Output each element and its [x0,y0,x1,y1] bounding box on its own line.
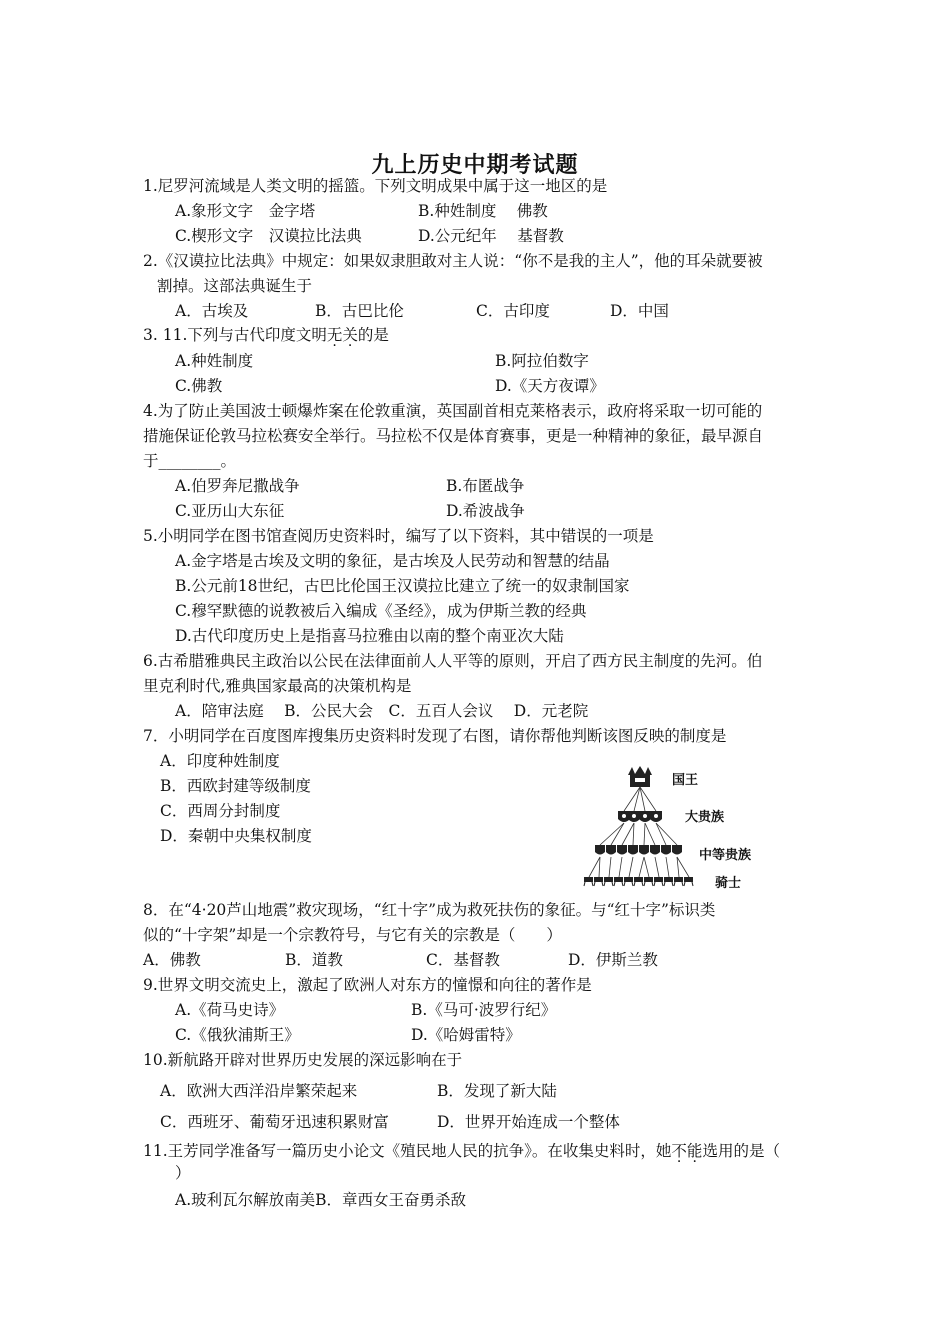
question-10-option-b: B．发现了新大陆 [437,1082,557,1100]
label-middle-nobles: 中等贵族 [699,848,752,863]
knight-legs [584,882,693,886]
question-1-option-c: C.楔形文字 汉谟拉比法典 [175,227,362,245]
question-6-options: A．陪审法庭 B．公民大会 C．五百人会议 D．元老院 [175,702,589,720]
question-10-stem: 10.新航路开辟对世界历史发展的深远影响在于 [143,1051,463,1069]
question-2-stem-line2: 割掉。这部法典诞生于 [157,277,313,295]
question-7-option-d: D．秦朝中央集权制度 [160,827,312,845]
question-9-stem: 9.世界文明交流史上，激起了欧洲人对东方的憧憬和向往的著作是 [143,976,592,994]
knight-figures [584,877,693,882]
question-1-option-a: A.象形文字 金字塔 [175,202,316,220]
question-2-option-b: B．古巴比伦 [315,302,404,320]
question-5-option-b: B.公元前18世纪，古巴比伦国王汉谟拉比建立了统一的奴隶制国家 [175,577,630,595]
question-4-stem-line2: 措施保证伦敦马拉松赛安全举行。马拉松不仅是体育赛事，更是一种精神的象征，最早源自 [143,427,764,445]
question-8-option-b: B．道教 [285,951,343,969]
question-1-option-b: B.种姓制度 佛教 [418,202,548,220]
question-9-option-c: C.《俄狄浦斯王》 [175,1026,300,1044]
question-7-option-c: C．西周分封制度 [160,802,281,820]
question-2-option-d: D．中国 [610,302,669,320]
question-10-option-d: D．世界开始连成一个整体 [437,1113,620,1131]
question-4-stem-line3: 于________。 [143,452,237,470]
question-3-option-c: C.佛教 [175,377,223,395]
question-3-stem-post: 的是 [357,326,389,344]
emphasis-char: 关 [342,326,358,344]
label-knights: 骑士 [715,876,742,891]
question-11-stem-line2: ） [175,1164,191,1182]
emphasis-char: 能 [686,1142,703,1160]
question-3-option-d: D.《天方夜谭》 [495,377,605,395]
question-7-option-b: B．西欧封建等级制度 [160,777,311,795]
question-6-stem-line2: 里克利时代,雅典国家最高的决策机构是 [143,677,412,695]
question-7-stem: 7．小明同学在百度图库搜集历史资料时发现了右图，请你帮他判断该图反映的制度是 [143,727,727,745]
question-5-stem: 5.小明同学在图书馆查阅历史资料时，编写了以下资料，其中错误的一项是 [143,527,654,545]
question-6-stem-line1: 6.古希腊雅典民主政治以公民在法律面前人人平等的原则，开启了西方民主制度的先河。伯 [143,652,763,670]
question-8-option-a: A．佛教 [143,951,201,969]
connector-lines [589,787,689,877]
question-11-options-ab: A.玻利瓦尔解放南美B．章西女王奋勇杀敌 [175,1191,467,1209]
label-great-nobles: 大贵族 [685,810,725,825]
question-5-option-c: C.穆罕默德的说教被后入编成《圣经》，成为伊斯兰教的经典 [175,602,587,620]
question-9-option-b: B.《马可·波罗行纪》 [411,1001,557,1019]
question-4-option-c: C.亚历山大东征 [175,502,285,520]
question-2-option-a: A．古埃及 [175,302,249,320]
feudal-pyramid-diagram [575,765,775,893]
question-11-stem-pre: 11.王芳同学准备写一篇历史小论文《殖民地人民的抗争》。在收集史料时，她 [143,1142,672,1160]
emphasis-char: 不 [671,1142,687,1160]
question-10-option-a: A．欧洲大西洋沿岸繁荣起来 [160,1082,358,1100]
question-1-option-d: D.公元纪年 基督教 [418,227,564,245]
question-3-stem [143,325,389,345]
question-3-stem-pre: 3. 11.下列与古代印度文明 [143,326,327,344]
question-3-option-a: A.种姓制度 [175,352,254,370]
question-4-option-d: D.希波战争 [446,502,525,520]
middle-noble-shields [595,845,682,855]
question-4-stem-line1: 4.为了防止美国波士顿爆炸案在伦敦重演，英国副首相克莱格表示，政府将采取一切可能的 [143,402,763,420]
question-1-stem: 1.尼罗河流域是人类文明的摇篮。下列文明成果中属于这一地区的是 [143,177,608,195]
question-5-option-a: A.金字塔是古埃及文明的象征，是古埃及人民劳动和智慧的结晶 [175,552,610,570]
question-10-option-c: C．西班牙、葡萄牙迅速积累财富 [160,1113,389,1131]
question-11-stem-post: 选用的是（ [702,1142,780,1160]
emphasis-char: 无 [326,326,343,344]
question-8-option-c: C．基督教 [426,951,500,969]
question-2-option-c: C．古印度 [476,302,550,320]
question-2-stem-line1: 2.《汉谟拉比法典》中规定：如果奴隶胆敢对主人说：“你不是我的主人”，他的耳朵就要被 [143,252,763,270]
question-11-stem [143,1141,780,1161]
question-8-stem-line1: 8．在“4·20芦山地震”救灾现场，“红十字”成为救死扶伤的象征。与“红十字”标识类 [143,901,716,919]
question-9-option-d: D.《哈姆雷特》 [411,1026,521,1044]
king-crown-icon [628,766,652,787]
question-4-option-b: B.布匿战争 [446,477,525,495]
question-8-stem-line2: 似的“十字架”却是一个宗教符号，与它有关的宗教是（ ） [143,926,562,944]
page-title: 九上历史中期考试题 [371,152,579,178]
question-5-option-d: D.古代印度历史上是指喜马拉雅由以南的整个南亚次大陆 [175,627,564,645]
question-8-option-d: D．伊斯兰教 [568,951,658,969]
question-9-option-a: A.《荷马史诗》 [175,1001,285,1019]
question-3-option-b: B.阿拉伯数字 [495,352,589,370]
question-7-option-a: A．印度种姓制度 [160,752,280,770]
feudal-hierarchy-figure [575,765,775,893]
label-king: 国王 [672,773,699,788]
question-4-option-a: A.伯罗奔尼撒战争 [175,477,300,495]
